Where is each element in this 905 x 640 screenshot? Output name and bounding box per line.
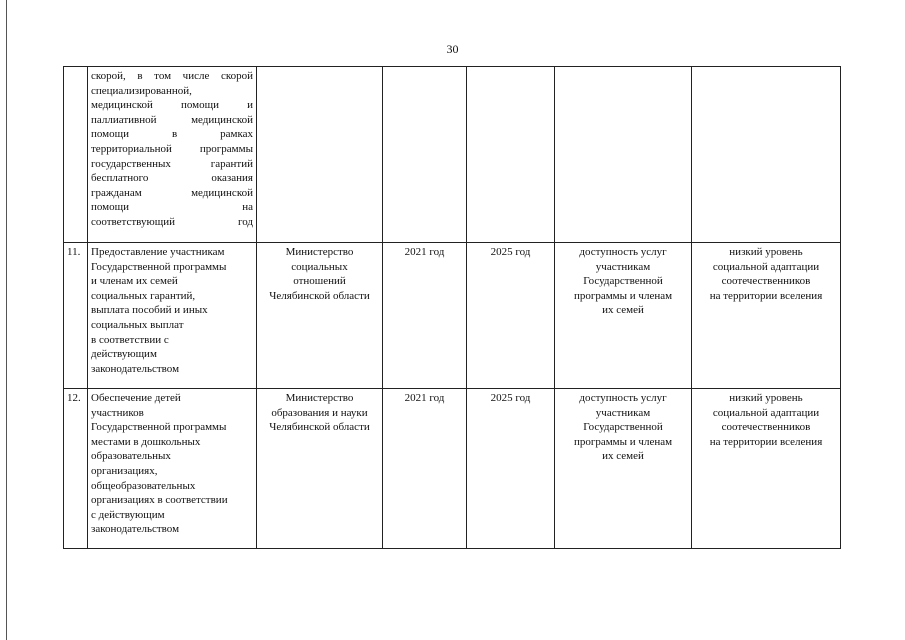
description-line: общеобразовательных	[91, 479, 196, 492]
description-line: медицинской помощи и	[91, 99, 253, 112]
description-line: с действующим	[91, 508, 165, 521]
start-cell: 2021 год	[383, 389, 467, 549]
executor-line: Министерство	[285, 246, 354, 258]
measure-description	[88, 243, 257, 389]
description-line: выплата пособий и иных	[91, 304, 208, 317]
consequence-line: соотечественников	[721, 275, 811, 288]
end-cell: 2025 год	[467, 389, 555, 549]
description-line: и членам их семей	[91, 275, 178, 288]
result-line: программы и членам	[573, 435, 673, 448]
description-line: Государственной программы	[91, 421, 227, 434]
row-number: 11.	[64, 243, 88, 389]
row-number: 12.	[64, 389, 88, 549]
description-line: гражданам медицинской	[91, 186, 253, 199]
result-cell	[555, 389, 692, 549]
consequence-cell	[692, 67, 841, 243]
executor-line: Министерство	[285, 392, 354, 404]
description-line: соответствующий год	[91, 215, 253, 228]
description-line: территориальной программы	[91, 142, 253, 155]
result-line: участникам	[595, 406, 651, 419]
result-line: их семей	[602, 450, 644, 463]
end-cell	[467, 67, 555, 243]
description-line: организациях,	[91, 464, 158, 477]
result-cell	[555, 243, 692, 389]
executor-line: образования и науки	[271, 406, 368, 419]
result-line: доступность услуг	[579, 246, 667, 258]
start-cell	[383, 67, 467, 243]
description-line: образовательных	[91, 450, 171, 463]
description-line: государственных гарантий	[91, 157, 253, 170]
consequence-line: низкий уровень	[729, 392, 803, 404]
description-line: законодательством	[91, 523, 180, 536]
executor-line: отношений	[293, 275, 346, 288]
measure-description	[88, 67, 257, 243]
description-line: участников	[91, 406, 144, 419]
description-line: действующим	[91, 348, 157, 361]
consequence-line: социальной адаптации	[712, 260, 820, 273]
result-line: Государственной	[583, 275, 663, 288]
result-line: участникам	[595, 260, 651, 273]
description-line: в соответствии с	[91, 333, 169, 346]
consequence-cell	[692, 243, 841, 389]
executor-cell	[257, 243, 383, 389]
description-line: помощи на	[91, 201, 253, 214]
description-line: организациях в соответствии	[91, 494, 228, 507]
result-line: программы и членам	[573, 289, 673, 302]
consequence-line: социальной адаптации	[712, 406, 820, 419]
description-line: помощи в рамках	[91, 128, 253, 141]
table-row	[64, 67, 841, 243]
description-line: Предоставление участникам	[91, 246, 225, 258]
consequence-line: соотечественников	[721, 421, 811, 434]
consequence-cell	[692, 389, 841, 549]
description-line: местами в дошкольных	[91, 435, 201, 448]
consequence-line: низкий уровень	[729, 246, 803, 258]
result-line: доступность услуг	[579, 392, 667, 404]
description-line: специализированной,	[91, 84, 192, 97]
description-line: социальных выплат	[91, 318, 184, 331]
executor-cell	[257, 389, 383, 549]
description-line: законодательством	[91, 362, 180, 375]
consequence-line: на территории вселения	[709, 435, 823, 448]
end-cell: 2025 год	[467, 243, 555, 389]
executor-cell	[257, 67, 383, 243]
page-edge-line	[6, 0, 7, 640]
start-cell: 2021 год	[383, 243, 467, 389]
description-line: бесплатного оказания	[91, 172, 253, 185]
description-line: Государственной программы	[91, 260, 227, 273]
measures-table	[63, 66, 841, 549]
consequence-line: на территории вселения	[709, 289, 823, 302]
description-line: паллиативной медицинской	[91, 113, 253, 126]
result-line: их семей	[602, 304, 644, 317]
description-line: Обеспечение детей	[91, 392, 181, 404]
executor-line: социальных	[291, 260, 348, 273]
table-row	[64, 243, 841, 389]
result-line: Государственной	[583, 421, 663, 434]
executor-line: Челябинской области	[269, 421, 370, 434]
page-number: 30	[446, 42, 459, 56]
result-cell	[555, 67, 692, 243]
description-line: социальных гарантий,	[91, 289, 196, 302]
measure-description	[88, 389, 257, 549]
description-line: скорой, в том числе скорой	[91, 70, 253, 82]
executor-line: Челябинской области	[269, 289, 370, 302]
table-row	[64, 389, 841, 549]
row-number	[64, 67, 88, 243]
